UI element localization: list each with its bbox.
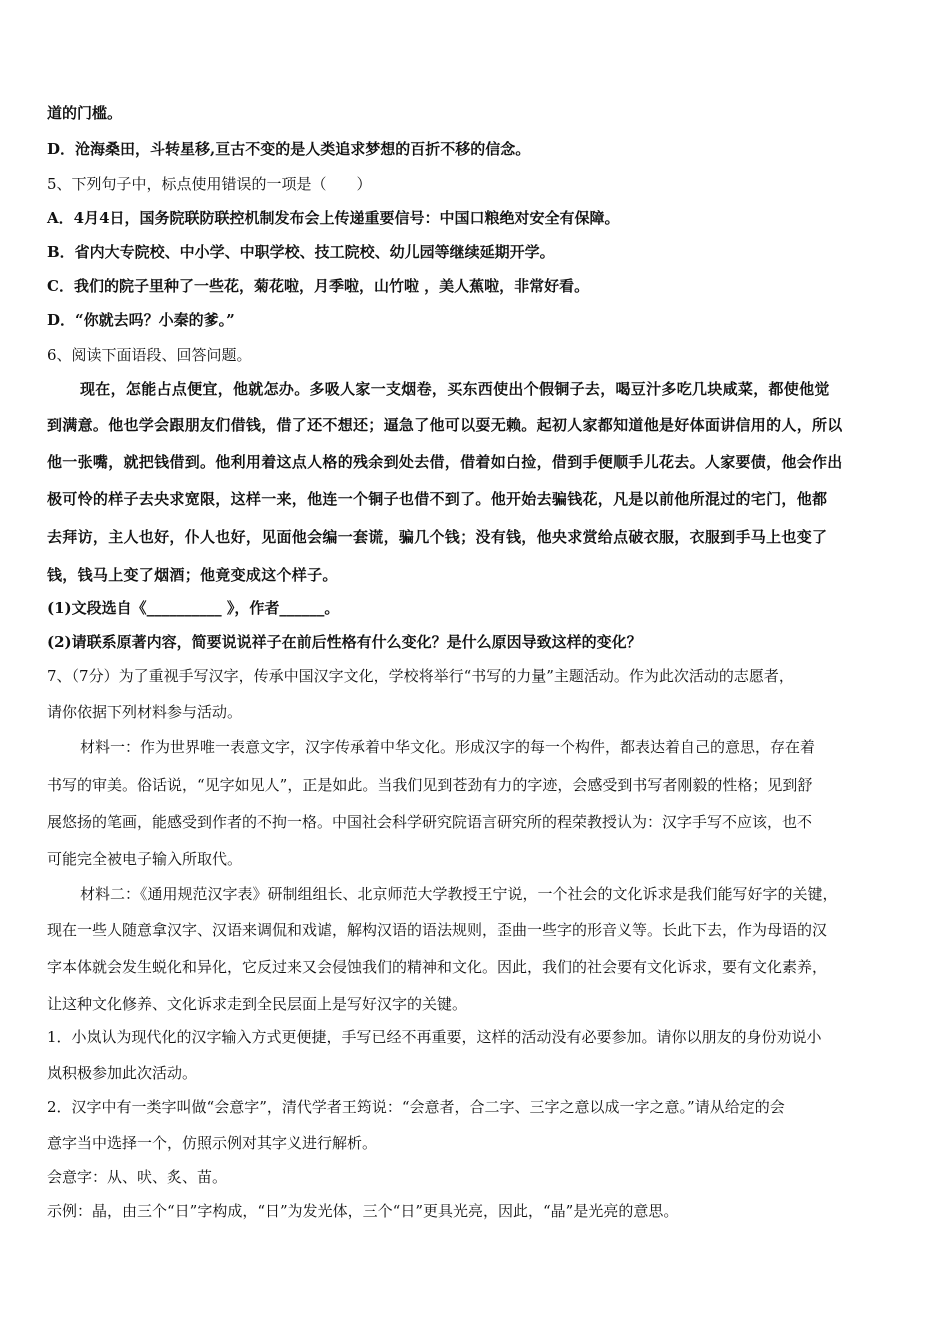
q4-option-d: D．沧海桑田，斗转星移,亘古不变的是人类追求梦想的百折不移的信念。 (47, 140, 531, 158)
q7-material2-line: 现在一些人随意拿汉字、汉语来调侃和戏谑，解构汉语的语法规则，歪曲一些字的形音义等。长此下去，作为母语的汉 (47, 921, 828, 939)
q7-task2-line: 2．汉字中有一类字叫做“会意字”，清代学者王筠说：“会意者，合二字、三字之意以成一字之意。”请从给定的会 (47, 1098, 785, 1116)
q7-material2-line: 让这种文化修养、文化诉求走到全民层面上是写好汉字的关键。 (47, 995, 468, 1013)
q7-task2-line: 意字当中选择一个，仿照示例对其字义进行解析。 (47, 1134, 378, 1152)
q6-passage-line: 去拜访，主人也好，仆人也好，见面他会编一套谎，骗几个钱；没有钱，他央求赏给点破衣服，衣服到手马上也变了 (47, 528, 828, 546)
q7-example: 示例：晶，由三个“日”字构成，“日”为发光体，三个“日”更具光亮，因此，“晶”是光亮的意思。 (47, 1202, 679, 1220)
q7-material2-line: 材料二：《通用规范汉字表》研制组组长、北京师范大学教授王宁说，一个社会的文化诉求是我们能写好字的关键， (80, 885, 838, 903)
q5-stem: 5、下列句子中，标点使用错误的一项是（ ） (47, 175, 372, 193)
q6-passage-line: 现在，怎能占点便宜，他就怎办。多吸人家一支烟卷，买东西使出个假铜子去，喝豆汁多吃几块咸菜，都使他觉 (80, 380, 830, 398)
q4-tail: 道的门槛。 (47, 104, 123, 122)
q7-material1-line: 可能完全被电子输入所取代。 (47, 850, 243, 868)
q7-task1-line: 岚积极参加此次活动。 (47, 1064, 198, 1082)
q5-option-c: C．我们的院子里种了一些花，菊花啦，月季啦，山竹啦 ，美人蕉啦，非常好看。 (47, 277, 590, 295)
q6-passage-line: 极可怜的样子去央求宽限，这样一来，他连一个铜子也借不到了。他开始去骗钱花，凡是以前他所混过的宅门，他都 (47, 490, 828, 508)
q5-option-a: A．4月4日，国务院联防联控机制发布会上传递重要信号：中国口粮绝对安全有保障。 (47, 209, 620, 227)
q6-stem: 6、阅读下面语段、回答问题。 (47, 346, 252, 364)
q7-task1-line: 1．小岚认为现代化的汉字输入方式更便捷，手写已经不再重要，这样的活动没有必要参加。请你以朋友的身份劝说小 (47, 1028, 822, 1046)
q7-stem-line: 7、（7分）为了重视手写汉字，传承中国汉字文化，学校将举行“书写的力量”主题活动。作为此次活动的志愿者， (47, 667, 794, 685)
q6-passage-line: 他一张嘴，就把钱借到。他利用着这点人格的残余到处去借，借着如白捡，借到手便顺手儿花去。人家要债，他会作出 (47, 453, 843, 471)
q7-material1-line: 材料一：作为世界唯一表意文字，汉字传承着中华文化。形成汉字的每一个构件，都表达着自己的意思，存在着 (80, 738, 816, 756)
q7-material1-line: 展悠扬的笔画，能感受到作者的不拘一格。中国社会科学研究院语言研究所的程荣教授认为：汉字手写不应该，也不 (47, 813, 813, 831)
q7-stem-line: 请你依据下列材料参与活动。 (47, 703, 243, 721)
q6-sub-question-2: (2)请联系原著内容，简要说说祥子在前后性格有什么变化？是什么原因导致这样的变化？ (47, 633, 642, 651)
q6-passage-line: 钱，钱马上变了烟酒；他竟变成这个样子。 (47, 566, 338, 584)
q7-material2-line: 字本体就会发生蜕化和异化，它反过来又会侵蚀我们的精神和文化。因此，我们的社会要有文化诉求，要有文化素养， (47, 958, 828, 976)
q5-option-d: D．“你就去吗？小秦的爹。” (47, 311, 235, 329)
q7-huiyi-chars: 会意字：从、吠、炙、苗。 (47, 1168, 228, 1186)
q6-sub-question-1: (1)文段选自《__________ 》，作者______。 (47, 599, 340, 617)
q5-option-b: B．省内大专院校、中小学、中职学校、技工院校、幼儿园等继续延期开学。 (47, 243, 555, 261)
q6-passage-line: 到满意。他也学会跟朋友们借钱，借了还不想还；逼急了他可以耍无赖。起初人家都知道他是好体面讲信用的人，所以 (47, 416, 843, 434)
q7-material1-line: 书写的审美。俗话说，“见字如见人”，正是如此。当我们见到苍劲有力的字迹，会感受到书写者刚毅的性格；见到舒 (47, 776, 813, 794)
